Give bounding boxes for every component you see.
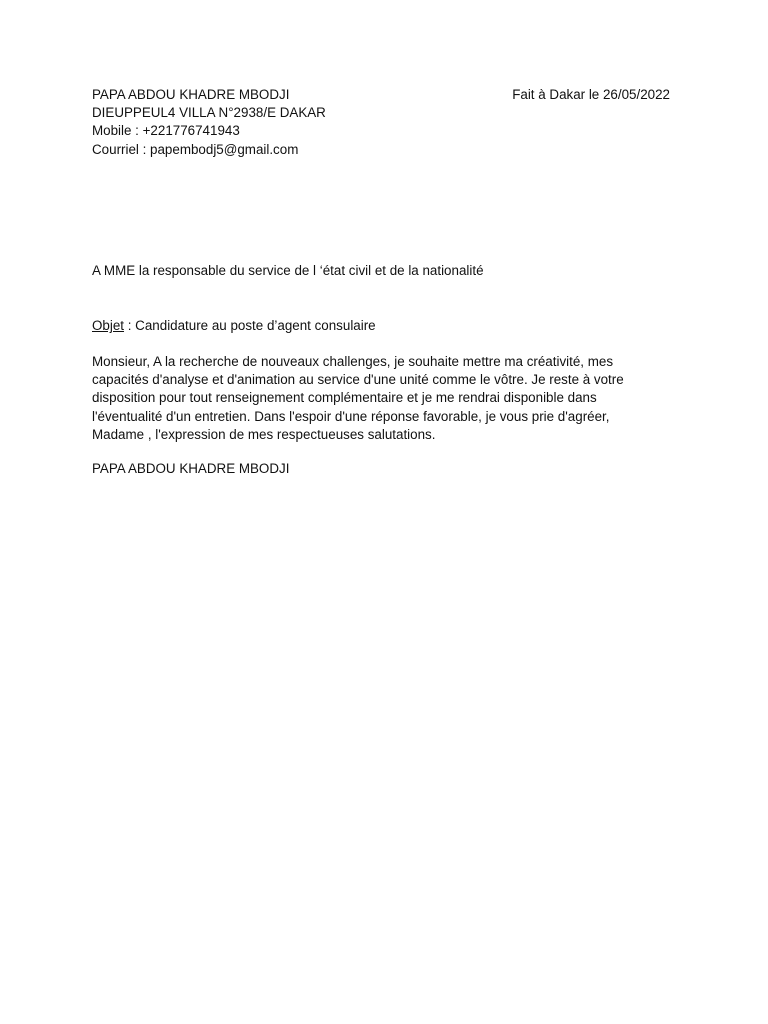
sender-email: Courriel : papembodj5@gmail.com (92, 141, 299, 157)
subject-label: Objet (92, 318, 125, 333)
sender-name: PAPA ABDOU KHADRE MBODJI (92, 87, 290, 102)
body-line: Madame , l'expression de mes respectueuses salutations. (92, 426, 436, 442)
date-line: Fait à Dakar le 26/05/2022 (512, 87, 670, 102)
sender-mobile: Mobile : +221776741943 (92, 123, 240, 139)
body-line: disposition pour tout renseignement complémentaire et je me rendrai disponible dans (92, 390, 597, 406)
signature: PAPA ABDOU KHADRE MBODJI (92, 461, 290, 476)
sender-address: DIEUPPEUL4 VILLA N°2938/E DAKAR (92, 105, 326, 121)
subject-line (92, 317, 376, 335)
body-line: Monsieur, A la recherche de nouveaux challenges, je souhaite mettre ma créativité, mes (92, 354, 614, 369)
body-line: capacités d'analyse et d'animation au service d'une unité comme le vôtre. Je reste à votre (92, 372, 624, 388)
recipient-line: A MME la responsable du service de l ‘état civil et de la nationalité (92, 263, 484, 278)
letter-body (92, 353, 672, 444)
subject-text: : Candidature au poste d’agent consulaire (124, 318, 376, 333)
body-line: l'éventualité d'un entretien. Dans l'espoir d'une réponse favorable, je vous prie d'agréer, (92, 408, 610, 424)
sender-block (92, 86, 452, 159)
